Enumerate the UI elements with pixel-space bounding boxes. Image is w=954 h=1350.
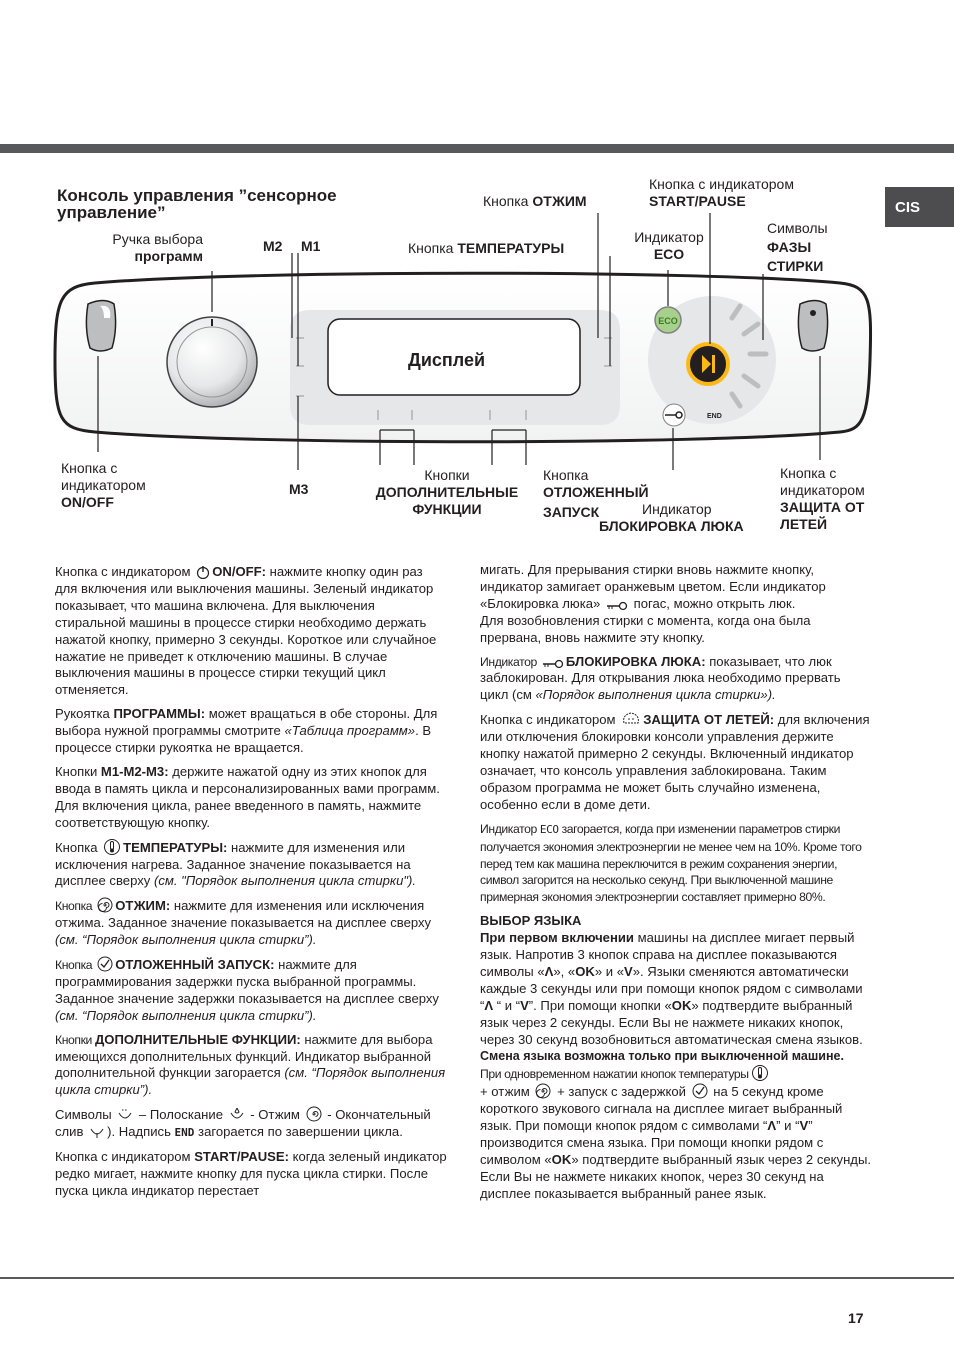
start-pause-label: Кнопка с индикатором START/PAUSE bbox=[649, 176, 794, 209]
delay-label: Кнопка ОТЛОЖЕННЫЙ ЗАПУСК bbox=[543, 467, 649, 520]
control-panel-diagram bbox=[0, 150, 954, 470]
delay-timer-icon bbox=[97, 956, 113, 972]
temperature-label: Кнопка ТЕМПЕРАТУРЫ bbox=[408, 240, 565, 256]
language-tab: CIS bbox=[885, 187, 954, 227]
m2-label: M2 bbox=[263, 238, 283, 254]
end-label: END bbox=[707, 413, 722, 420]
door-lock-icon bbox=[542, 659, 564, 669]
console-title: Консоль управления ”сенсорное управление” bbox=[57, 186, 337, 222]
door-lock-icon bbox=[606, 601, 628, 611]
spin-description: Кнопка ОТЖИМ: нажмите для изменения или исключения отжима. Заданное значение показывается на дисплее сверху (см. “Порядок выполнения цикла стирки”). bbox=[55, 898, 432, 948]
m3-label: M3 bbox=[289, 481, 309, 497]
child-lock-label: Кнопка с индикатором ЗАЩИТА ОТ ЛЕТЕЙ bbox=[780, 465, 865, 532]
child-face-icon bbox=[621, 711, 641, 727]
child-lock-description: Кнопка с индикатором ЗАЩИТА ОТ ЛЕТЕЙ: для включения или отключения блокировки консоли управления держите кнопку нажатой примерно 2 секунды. Включенный индикатор означает, что консоль управления заблокирована. Таким образом программа не может быть случайно изменена, особенно если в доме дети. bbox=[480, 712, 870, 812]
right-text-column bbox=[480, 562, 872, 1210]
display-label: Дисплей bbox=[408, 350, 486, 370]
knob-label: Ручка выбора программ bbox=[112, 231, 203, 264]
program-knob bbox=[167, 317, 257, 407]
start-pause-description: Кнопка с индикатором START/PAUSE: когда зеленый индикатор редко мигает, нажмите кнопку для пуска цикла стирки. После пуска цикла индикатор перестает bbox=[55, 1149, 447, 1198]
eco-description: Индикатор ECO загорается, когда при изменении параметров стирки получается экономия электроэнергии не менее чем на 10%. Кроме того перед тем как машина переключится в режим сохранения энергии, символ загорится на несколько секунд. При выключенной машине примерная экономия электроэнергии составляет примерно 80%. bbox=[480, 821, 862, 905]
spin-phase-icon bbox=[306, 1106, 322, 1122]
page-number: 17 bbox=[848, 1310, 864, 1326]
delay-timer-icon bbox=[692, 1083, 708, 1099]
language-note: Смена языка возможна только при выключенной машине. bbox=[480, 1049, 844, 1064]
temperature-icon bbox=[751, 1065, 769, 1081]
memory-description: Кнопки M1-M2-M3: держите нажатой одну из этих кнопок для ввода в память цикла и персонализированных вами программ. Для включения цикла, ранее введенного в память, нажмите соответствующую кнопку. bbox=[55, 763, 440, 830]
programs-description: Рукоятка ПРОГРАММЫ: может вращаться в обе стороны. Для выбора нужной программы смотрите «Таблица программ». В процессе стирки рукоятка не вращается. bbox=[55, 706, 438, 756]
wash-icon bbox=[117, 1108, 133, 1122]
options-description: Кнопки ДОПОЛНИТЕЛЬНЫЕ ФУНКЦИИ: нажмите для выбора имеющихся дополнительных функций. Индикатор выбранной дополнительной функции загорается (см. “Порядок выполнения цикла стирки”). bbox=[55, 1031, 446, 1098]
options-label: Кнопки ДОПОЛНИТЕЛЬНЫЕ ФУНКЦИИ bbox=[375, 467, 519, 517]
temperature-description: Кнопка ТЕМПЕРАТУРЫ: нажмите для изменения или исключения нагрева. Заданное значение показывается на дисплее сверху (см. "Порядок выполнения цикла стирки"). bbox=[55, 839, 417, 889]
spin-icon bbox=[97, 897, 113, 913]
phases-description: Символы – Полоскание - Отжим - Окончательный слив ). Надпись END загорается по завершении цикла. bbox=[55, 1107, 431, 1140]
language-first-start: При первом включении машины на дисплее мигает первый язык. Напротив 3 кнопок справа на дисплее показываются символы «Λ», «OK» и «V». Языки сменяются автоматически каждые 3 секунды или при помощи кнопок рядом с символами “Λ “ и “V”. При помощи кнопки «OK» подтвердите выбранный язык через 2 секунды. Если Вы не нажмете никаких кнопок, через 30 секунд возобновиться автоматическая смена языков. bbox=[480, 930, 863, 1047]
spin-icon bbox=[535, 1083, 551, 1099]
eco-indicator-text: ECO bbox=[658, 316, 678, 326]
door-lock-description: Индикатор БЛОКИРОВКА ЛЮКА: показывает, что люк заблокирован. Для открывания люка необходимо прервать цикл (см «Порядок выполнения цикла стирки»). bbox=[480, 653, 841, 703]
rinse-icon bbox=[229, 1108, 245, 1122]
m1-label: M1 bbox=[301, 238, 321, 254]
temperature-icon bbox=[103, 839, 121, 855]
start-pause-continued: мигать. Для прерывания стирки вновь нажмите кнопку, индикатор замигает оранжевым цветом. Если индикатор «Блокировка люка» погас, можно открыть люк. Для возобновления стирки с момента, когда она была прервана, вновь нажмите эту кнопку. bbox=[480, 562, 826, 645]
onoff-label: Кнопка с индикатором ON/OFF bbox=[61, 460, 146, 510]
onoff-button-shape bbox=[86, 301, 115, 352]
child-lock-button-shape bbox=[798, 301, 827, 352]
door-lock-label: Индикатор БЛОКИРОВКА ЛЮКА bbox=[599, 501, 744, 534]
eco-label: Индикатор ECO bbox=[634, 229, 704, 262]
drain-icon bbox=[89, 1125, 105, 1139]
onoff-description: Кнопка с индикатором ON/OFF: нажмите кнопку один раз для включения или выключения машины. Зеленый индикатор показывает, что машина включена. Для выключения стиральной машины в процессе стирки необходимо держать нажатой кнопку, примерно 3 секунды. Короткое или случайное нажатие не приведет к отключению машины. В случае выключения машины в процессе стирки текущий цикл отменяется. bbox=[55, 564, 437, 698]
bottom-divider bbox=[0, 1277, 954, 1279]
delay-description: Кнопка ОТЛОЖЕННЫЙ ЗАПУСК: нажмите для программирования задержки пуска выбранной программы. Заданное значение задержки показывается на дисплее сверху (см. “Порядок выполнения цикла стирки”). bbox=[55, 957, 439, 1023]
language-selection-heading: ВЫБОР ЯЗЫКА bbox=[480, 913, 582, 929]
power-icon bbox=[196, 565, 210, 579]
phases-label: Символы ФАЗЫ СТИРКИ bbox=[767, 220, 828, 274]
spin-label: Кнопка ОТЖИМ bbox=[483, 193, 587, 209]
language-change: При одновременном нажатии кнопок температуры + отжим + запуск с задержкой на 5 секунд кроме короткого звукового сигнала на дисплее мигает выбранный язык. При помощи кнопок рядом с символами “Λ” и “V” производится смена языка. При помощи кнопки рядом с символом «OK» подтвердите выбранный язык через 2 секунды. Если Вы не нажмете никаких кнопок, через 30 секунд на дисплее показывается выбранный ранее язык. bbox=[480, 1067, 871, 1201]
left-text-column bbox=[55, 564, 447, 1207]
